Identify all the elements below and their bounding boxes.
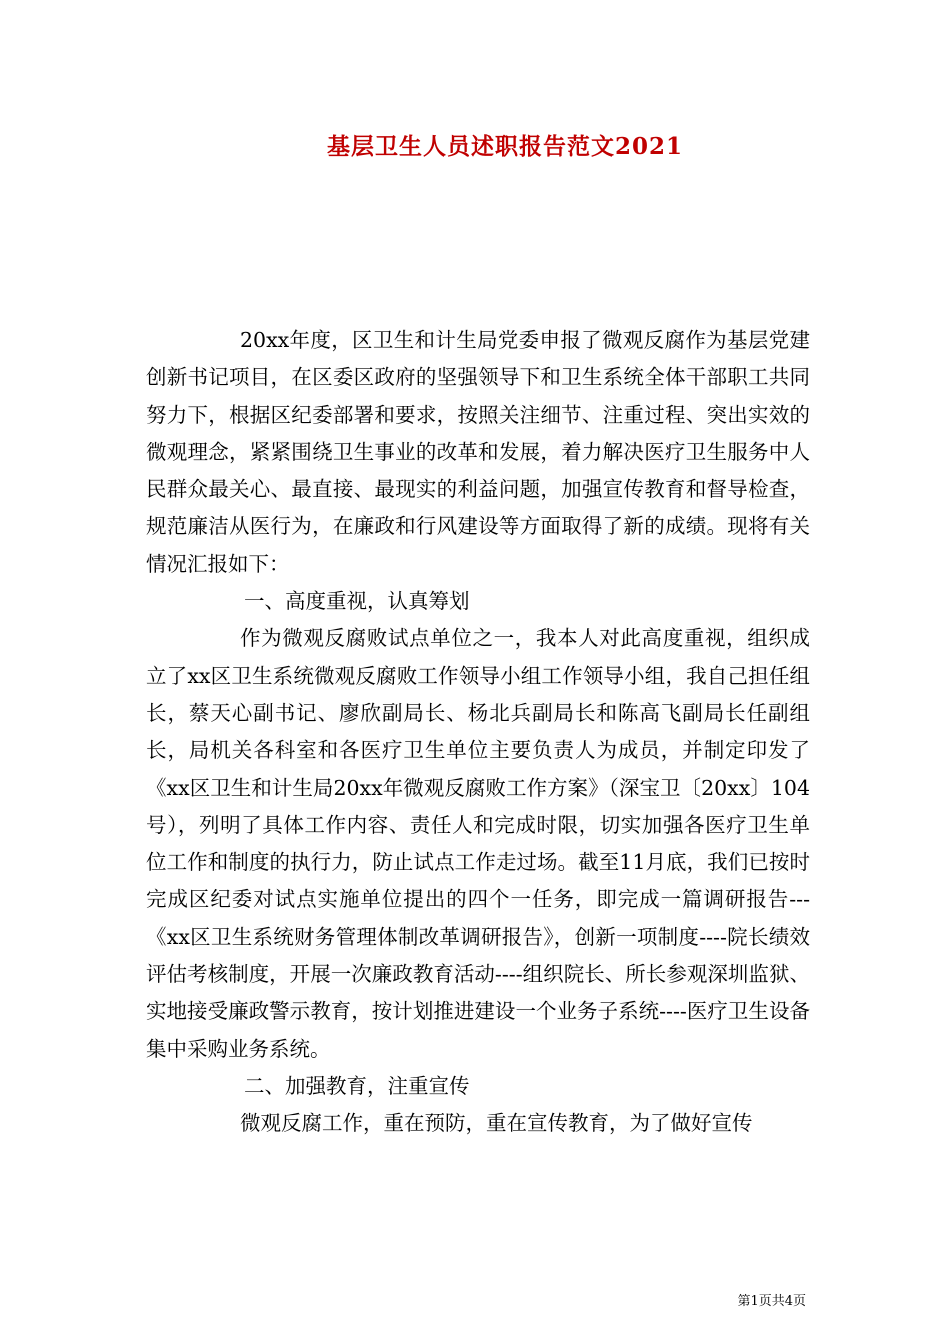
section-2-paragraph: 微观反腐工作，重在预防，重在宣传教育，为了做好宣传 [240,1111,753,1136]
document-body [146,322,810,1143]
intro-paragraph: 20xx年度，区卫生和计生局党委申报了微观反腐作为基层党建创新书记项目，在区委区政府的坚强领导下和卫生系统全体干部职工共同努力下，根据区纪委部署和要求，按照关注细节、注重过程、突出实效的微观理念，紧紧围绕卫生事业的改革和发展，着力解决医疗卫生服务中人民群众最关心、最直接、最现实的利益问题，加强宣传教育和督导检查，规范廉洁从医行为，在廉政和行风建设等方面取得了新的成绩。现将有关情况汇报如下： [146,328,810,576]
document-title: 基层卫生人员述职报告范文2021 [326,133,683,160]
page-number-footer: 第1页共4页 [737,1294,806,1309]
section-heading-2: 二、加强教育，注重宣传 [244,1073,470,1098]
section-heading-1: 一、高度重视，认真筹划 [244,589,470,614]
section-1-paragraph: 作为微观反腐败试点单位之一，我本人对此高度重视，组织成立了xx区卫生系统微观反腐败工作领导小组工作领导小组，我自己担任组长，蔡天心副书记、廖欣副局长、杨北兵副局长和陈高飞副局长任副组长，局机关各科室和各医疗卫生单位主要负责人为成员，并制定印发了《xx区卫生和计生局20xx年微观反腐败工作方案》（深宝卫〔20xx〕104号），列明了具体工作内容、责任人和完成时限，切实加强各医疗卫生单位工作和制度的执行力，防止试点工作走过场。截至11月底，我们已按时完成区纪委对试点实施单位提出的四个一任务，即完成一篇调研报告---《xx区卫生系统财务管理体制改革调研报告》，创新一项制度----院长绩效评估考核制度，开展一次廉政教育活动----组织院长、所长参观深圳监狱、实地接受廉政警示教育，按计划推进建设一个业务子系统----医疗卫生设备集中采购业务系统。 [146,626,810,1061]
